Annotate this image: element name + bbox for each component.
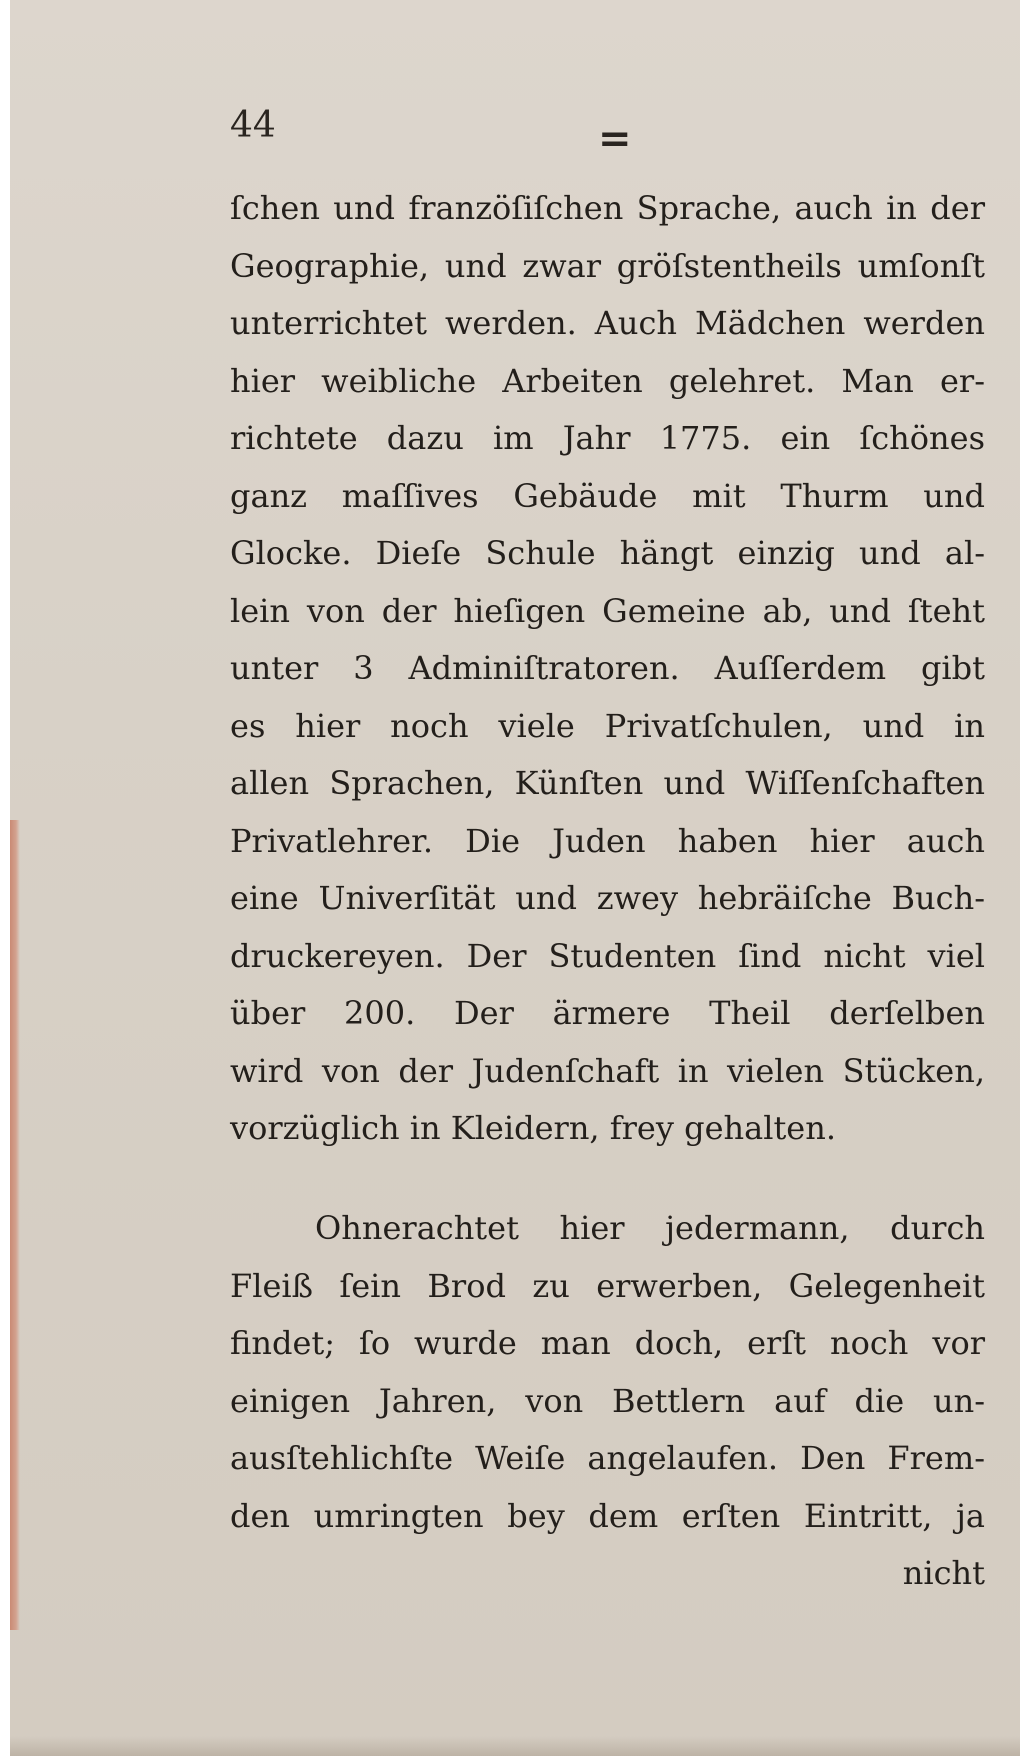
text-line: es hier noch viele Privatſchulen, und in (230, 706, 985, 745)
text-line: Fleiß ſein Brod zu erwerben, Gelegenheit (230, 1266, 985, 1305)
text-line: den umringten bey dem erſten Eintritt, ja (230, 1496, 985, 1535)
text-line: unter 3 Adminiſtratoren. Auſſerdem gibt (230, 649, 985, 687)
text-line: hier weibliche Arbeiten gelehret. Man er- (230, 361, 985, 400)
text-line: ſchen und franzöſiſchen Sprache, auch in der (230, 189, 985, 227)
text-line: findet; ſo wurde man doch, erſt noch vor (230, 1324, 985, 1362)
text-line: ausſtehlichſte Weiſe angelaufen. Den Frem- (230, 1439, 985, 1477)
text-line: allen Sprachen, Künſten und Wiſſenſchaften (230, 764, 985, 802)
paragraph-2 (230, 1200, 985, 1603)
page-number: 44 (230, 105, 276, 146)
page-edge-stain (10, 820, 20, 1630)
text-line: ganz maſſives Gebäude mit Thurm und (230, 476, 985, 515)
text-line: einigen Jahren, von Bettlern auf die un- (230, 1381, 985, 1420)
paragraph-1 (230, 180, 985, 1158)
text-line: vorzüglich in Kleidern, frey gehalten. (230, 1109, 837, 1147)
text-line: Glocke. Dieſe Schule hängt einzig und al- (230, 534, 985, 572)
book-page (10, 0, 1020, 1756)
text-line: richtete dazu im Jahr 1775. ein ſchönes (230, 419, 985, 457)
text-line: über 200. Der ärmere Theil derſelben (230, 994, 985, 1032)
text-line: eine Univerſität und zwey hebräiſche Buch- (230, 879, 985, 917)
text-line: Ohnerachtet hier jedermann, durch (315, 1209, 985, 1247)
text-line: Privatlehrer. Die Juden haben hier auch (230, 821, 985, 860)
text-line: druckereyen. Der Studenten ſind nicht viel (230, 936, 985, 975)
page-bottom-edge (10, 1736, 1020, 1756)
text-line: lein von der hieſigen Gemeine ab, und ſteht (230, 591, 985, 630)
page-header (230, 105, 990, 165)
catchword: nicht (902, 1554, 985, 1592)
text-line: wird von der Judenſchaft in vielen Stücken, (230, 1051, 985, 1090)
text-line: Geographie, und zwar gröſstentheils umſonſt (230, 246, 985, 285)
header-rule: = (598, 115, 632, 162)
text-line: unterrichtet werden. Auch Mädchen werden (230, 304, 985, 342)
